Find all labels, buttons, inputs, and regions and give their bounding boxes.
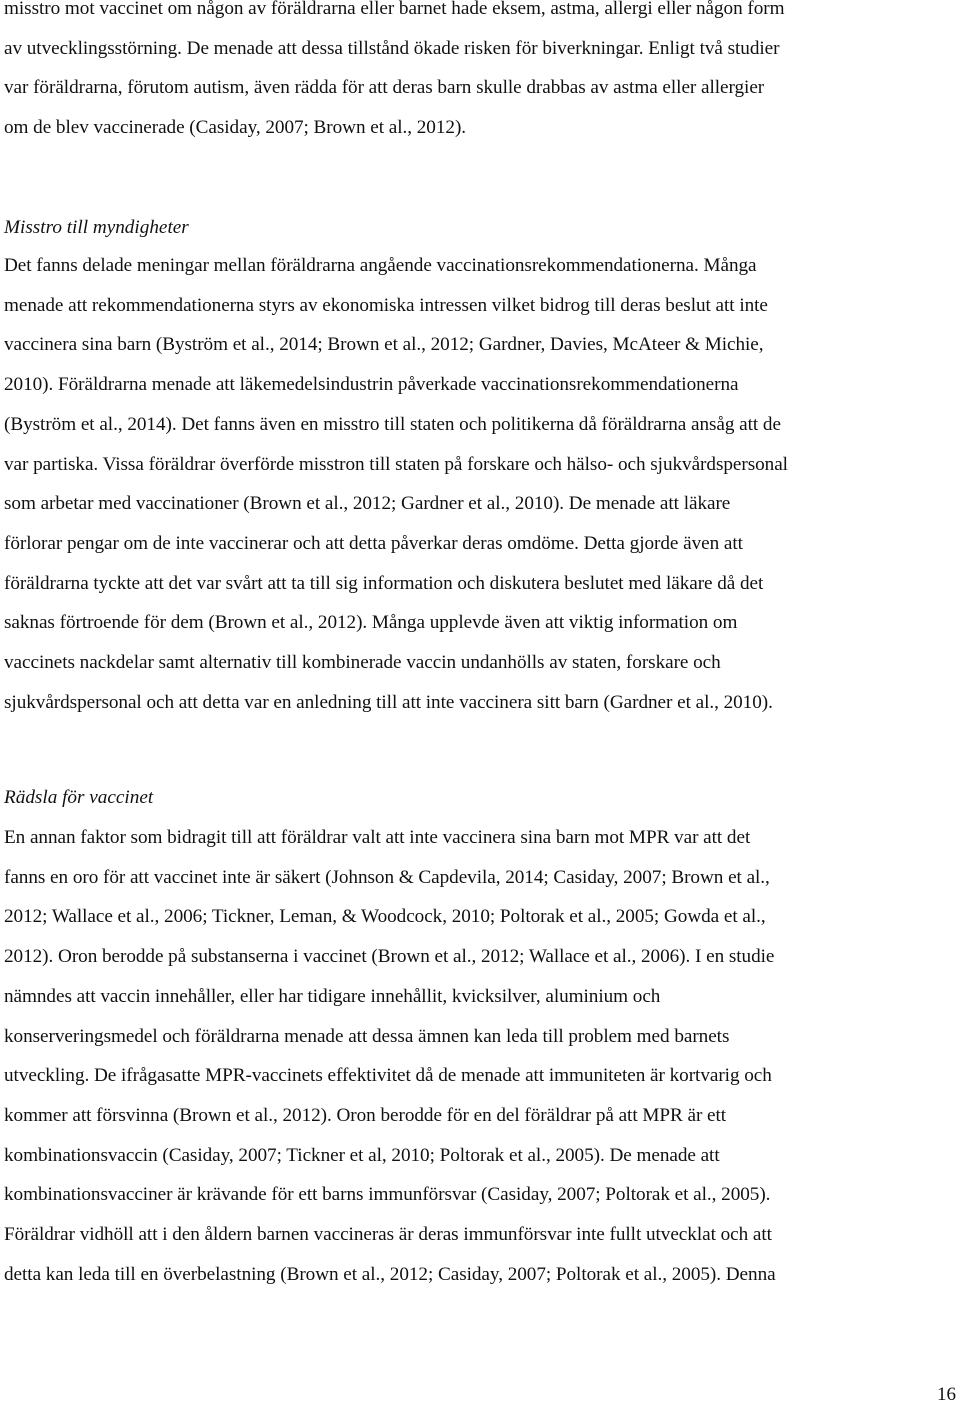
text-line: som arbetar med vaccinationer (Brown et al., 2012; Gardner et al., 2010). De menade att läkare <box>4 493 731 515</box>
text-line: om de blev vaccinerade (Casiday, 2007; Brown et al., 2012). <box>4 117 467 139</box>
text-line: misstro mot vaccinet om någon av föräldrarna eller barnet hade eksem, astma, allergi eller någon form <box>4 0 785 19</box>
text-line: kombinationsvacciner är krävande för ett barns immunförsvar (Casiday, 2007; Poltorak et al., 2005). <box>4 1184 771 1206</box>
text-line: En annan faktor som bidragit till att föräldrar valt att inte vaccinera sina barn mot MPR var att det <box>4 827 751 848</box>
text-line: förlorar pengar om de inte vaccinerar och att detta påverkar deras omdöme. Detta gjorde även att <box>4 532 743 554</box>
text-line: detta kan leda till en överbelastning (Brown et al., 2012; Casiday, 2007; Poltorak et al., 2005). Denna <box>4 1263 776 1285</box>
section-heading-authorities: Misstro till myndigheter <box>4 217 189 238</box>
text-line: kommer att försvinna (Brown et al., 2012). Oron berodde för en del föräldrar på att MPR är ett <box>4 1104 727 1126</box>
text-line: Det fanns delade meningar mellan föräldrarna angående vaccinationsrekommendationerna. Många <box>4 255 757 276</box>
paragraph-fear <box>4 818 956 1294</box>
text-line: vaccinets nackdelar samt alternativ till kombinerade vaccin undanhölls av staten, forskare och <box>4 652 721 674</box>
text-line: Föräldrar vidhöll att i den åldern barnen vaccineras är deras immunförsvar inte fullt utvecklat och att <box>4 1224 772 1246</box>
text-line: vaccinera sina barn (Byström et al., 2014; Brown et al., 2012; Gardner, Davies, McAteer & Michie, <box>4 334 764 356</box>
text-line: utveckling. De ifrågasatte MPR-vaccinets effektivitet då de menade att immuniteten är kortvarig och <box>4 1065 772 1087</box>
paragraph-vaccine-distrust <box>4 0 956 148</box>
text-line: menade att rekommendationerna styrs av ekonomiska intressen vilket bidrog till deras beslut att inte <box>4 294 768 316</box>
text-line: (Byström et al., 2014). Det fanns även en misstro till staten och politikerna då föräldrarna ansåg att de <box>4 413 781 435</box>
text-line: kombinationsvaccin (Casiday, 2007; Tickner et al, 2010; Poltorak et al., 2005). De menade att <box>4 1144 720 1166</box>
text-line: 2012; Wallace et al., 2006; Tickner, Leman, & Woodcock, 2010; Poltorak et al., 2005; Gowda et al., <box>4 906 766 928</box>
section-heading-fear: Rädsla för vaccinet <box>4 787 154 808</box>
text-line: nämndes att vaccin innehåller, eller har tidigare innehållit, kvicksilver, aluminium och <box>4 985 661 1007</box>
text-line: var partiska. Vissa föräldrar överförde misstron till staten på forskare och hälso- och sjukvårdspersonal <box>4 453 788 475</box>
text-line: saknas förtroende för dem (Brown et al., 2012). Många upplevde även att viktig information om <box>4 612 738 634</box>
paragraph-authorities <box>4 246 956 722</box>
text-line: 2012). Oron berodde på substanserna i vaccinet (Brown et al., 2012; Wallace et al., 2006). I en studie <box>4 946 775 968</box>
text-line: föräldrarna tyckte att det var svårt att ta till sig information och diskutera beslutet med läkare då det <box>4 572 764 594</box>
text-line: var föräldrarna, förutom autism, även rädda för att deras barn skulle drabbas av astma eller allergier <box>4 77 765 99</box>
text-line: av utvecklingsstörning. De menade att dessa tillstånd ökade risken för biverkningar. Enligt två studier <box>4 37 780 59</box>
text-line: fanns en oro för att vaccinet inte är säkert (Johnson & Capdevila, 2014; Casiday, 2007; Brown et al., <box>4 866 770 888</box>
text-line: 2010). Föräldrarna menade att läkemedelsindustrin påverkade vaccinationsrekommendationerna <box>4 374 739 396</box>
text-line: konserveringsmedel och föräldrarna menade att dessa ämnen kan leda till problem med barnets <box>4 1025 730 1047</box>
page-number: 16 <box>937 1384 956 1405</box>
text-line: sjukvårdspersonal och att detta var en anledning till att inte vaccinera sitt barn (Gardner et al., 2010). <box>4 691 773 713</box>
